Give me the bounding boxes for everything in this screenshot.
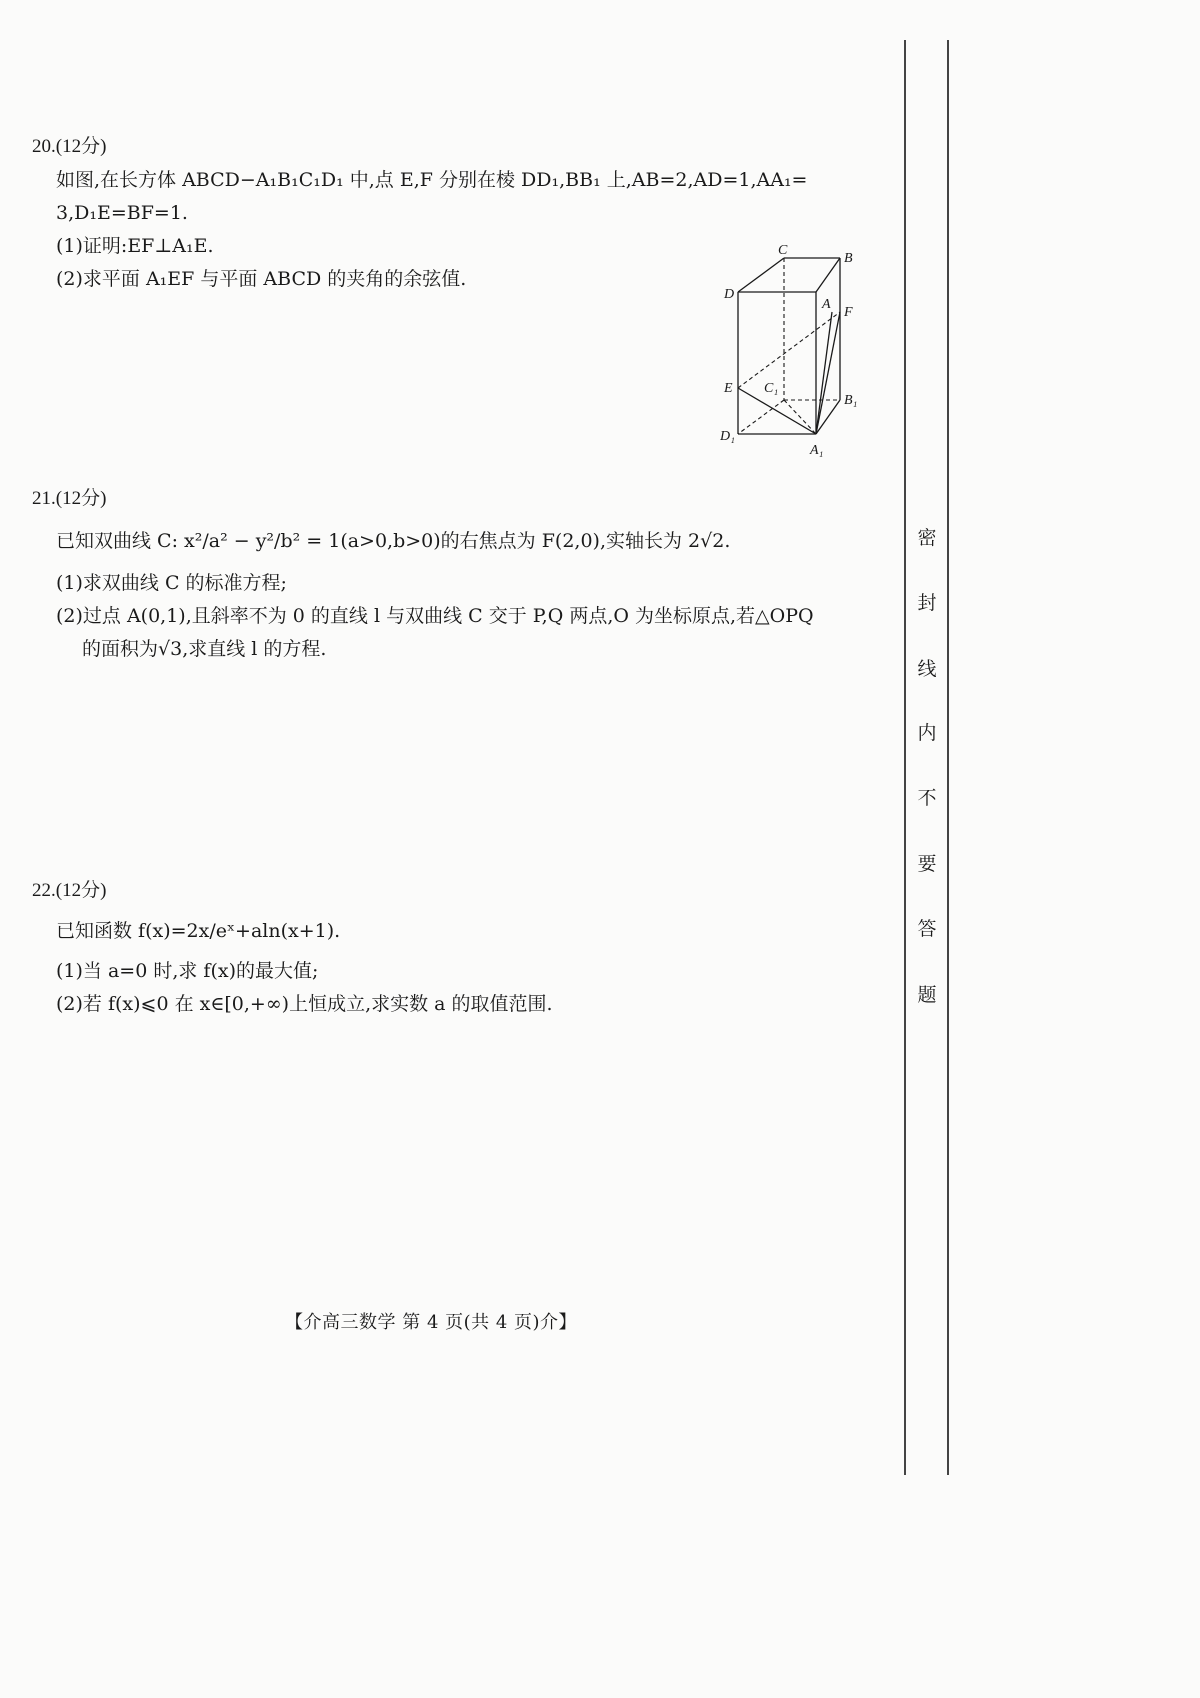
- q20-stem-line1-text: 如图,在长方体 ABCD−A₁B₁C₁D₁ 中,点 E,F 分别在棱 DD₁,BB₁ 上,AB=2,AD=1,AA₁=: [56, 169, 808, 191]
- page-footer: 【介高三数学 第 4 页(共 4 页)介】: [285, 1312, 578, 1333]
- q20-part2: (2)求平面 A₁EF 与平面 ABCD 的夹角的余弦值.: [56, 268, 467, 290]
- q21-stem: 已知双曲线 C: x²/a² − y²/b² = 1(a>0,b>0)的右焦点为 F(2,0),实轴长为 2√2.: [56, 530, 731, 552]
- label-B1: B₁: [844, 393, 858, 408]
- q22-heading: 22.(12分): [32, 880, 107, 901]
- q22-stem: 已知函数 f(x)=2x/eˣ+aln(x+1).: [56, 920, 341, 942]
- binding-line-left: [904, 40, 906, 1475]
- q21-part2-cont: 的面积为√3,求直线 l 的方程.: [82, 638, 327, 660]
- label-A1: A₁: [810, 443, 824, 458]
- label-D1: D₁: [720, 429, 735, 444]
- q22-part2: (2)若 f(x)⩽0 在 x∈[0,+∞)上恒成立,求实数 a 的取值范围.: [56, 993, 553, 1015]
- q20-heading: 20.(12分): [32, 136, 107, 157]
- q22-part1: (1)当 a=0 时,求 f(x)的最大值;: [56, 960, 319, 982]
- label-C1: C₁: [764, 381, 779, 396]
- q20-stem-line1: [56, 163, 807, 197]
- label-D: D: [724, 287, 735, 302]
- seal-char-2: 封: [917, 592, 937, 614]
- label-E: E: [724, 381, 733, 396]
- q21-part2: (2)过点 A(0,1),且斜率不为 0 的直线 l 与双曲线 C 交于 P,Q 两点,O 为坐标原点,若△OPQ: [56, 605, 814, 627]
- binding-line-right: [947, 40, 949, 1475]
- label-C: C: [778, 243, 788, 258]
- seal-char-7: 答: [917, 918, 937, 940]
- seal-char-3: 线: [917, 658, 937, 680]
- label-B: B: [844, 251, 853, 266]
- q21-heading: 21.(12分): [32, 488, 107, 509]
- q20-stem-line2: 3,D₁E=BF=1.: [56, 202, 188, 224]
- label-A: A: [822, 297, 831, 312]
- seal-char-5: 不: [917, 787, 937, 809]
- seal-char-8: 题: [917, 984, 937, 1006]
- q21-part1: (1)求双曲线 C 的标准方程;: [56, 572, 287, 594]
- label-F: F: [844, 305, 853, 320]
- seal-char-1: 密: [917, 527, 937, 549]
- seal-char-6: 要: [917, 853, 937, 875]
- q20-part1: (1)证明:EF⊥A₁E.: [56, 235, 214, 257]
- cuboid-figure: [720, 240, 870, 465]
- seal-char-4: 内: [917, 722, 937, 744]
